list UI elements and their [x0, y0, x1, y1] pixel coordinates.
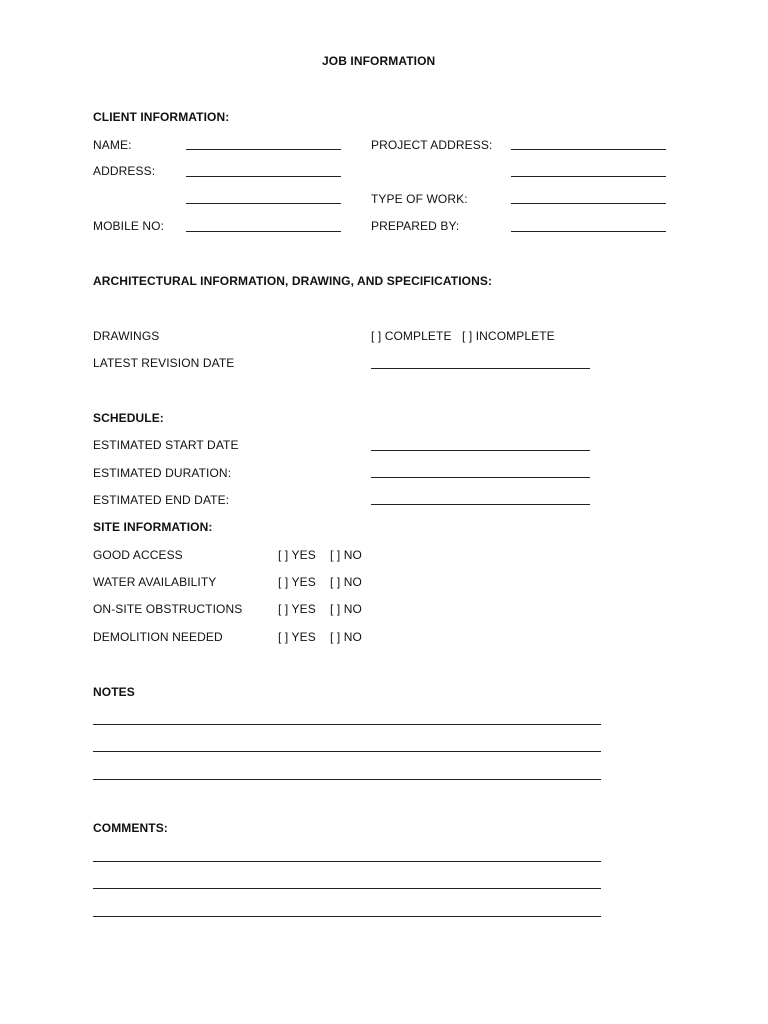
comments-line-3[interactable]	[93, 916, 601, 917]
notes-heading: NOTES	[93, 685, 135, 699]
water-availability-no-checkbox[interactable]: [ ] NO	[330, 575, 362, 589]
project-address-field-line-2[interactable]	[511, 176, 666, 177]
prepared-by-label: PREPARED BY:	[371, 219, 460, 233]
site-item-label: ON-SITE OBSTRUCTIONS	[93, 602, 243, 616]
address-field-line-2[interactable]	[186, 203, 341, 204]
notes-line-3[interactable]	[93, 779, 601, 780]
demolition-needed-no-checkbox[interactable]: [ ] NO	[330, 630, 362, 644]
comments-line-2[interactable]	[93, 888, 601, 889]
site-information-heading: SITE INFORMATION:	[93, 520, 213, 534]
on-site-obstructions-yes-checkbox[interactable]: [ ] YES	[278, 602, 316, 616]
latest-revision-date-label: LATEST REVISION DATE	[93, 356, 235, 370]
estimated-end-date-label: ESTIMATED END DATE:	[93, 493, 230, 507]
mobile-no-field-line[interactable]	[186, 231, 341, 232]
estimated-duration-label: ESTIMATED DURATION:	[93, 466, 232, 480]
estimated-start-date-field-line[interactable]	[371, 450, 590, 451]
site-item-label: GOOD ACCESS	[93, 548, 183, 562]
mobile-no-label: MOBILE NO:	[93, 219, 165, 233]
water-availability-yes-checkbox[interactable]: [ ] YES	[278, 575, 316, 589]
comments-heading: COMMENTS:	[93, 821, 168, 835]
site-item-label: DEMOLITION NEEDED	[93, 630, 223, 644]
type-of-work-field-line[interactable]	[511, 203, 666, 204]
type-of-work-label: TYPE OF WORK:	[371, 192, 468, 206]
client-information-heading: CLIENT INFORMATION:	[93, 110, 230, 124]
on-site-obstructions-no-checkbox[interactable]: [ ] NO	[330, 602, 362, 616]
project-address-label: PROJECT ADDRESS:	[371, 138, 493, 152]
schedule-heading: SCHEDULE:	[93, 411, 164, 425]
notes-line-1[interactable]	[93, 724, 601, 725]
demolition-needed-yes-checkbox[interactable]: [ ] YES	[278, 630, 316, 644]
estimated-start-date-label: ESTIMATED START DATE	[93, 438, 239, 452]
name-field-line[interactable]	[186, 149, 341, 150]
prepared-by-field-line[interactable]	[511, 231, 666, 232]
comments-line-1[interactable]	[93, 861, 601, 862]
site-item-label: WATER AVAILABILITY	[93, 575, 217, 589]
architectural-information-heading: ARCHITECTURAL INFORMATION, DRAWING, AND SPECIFICATIONS:	[93, 274, 493, 288]
address-field-line-1[interactable]	[186, 176, 341, 177]
drawings-incomplete-checkbox[interactable]: [ ] INCOMPLETE	[462, 329, 555, 343]
page-title: JOB INFORMATION	[322, 54, 436, 68]
project-address-field-line[interactable]	[511, 149, 666, 150]
notes-line-2[interactable]	[93, 751, 601, 752]
drawings-complete-checkbox[interactable]: [ ] COMPLETE	[371, 329, 452, 343]
latest-revision-date-field-line[interactable]	[371, 368, 590, 369]
drawings-label: DRAWINGS	[93, 329, 160, 343]
estimated-end-date-field-line[interactable]	[371, 504, 590, 505]
good-access-no-checkbox[interactable]: [ ] NO	[330, 548, 362, 562]
name-label: NAME:	[93, 138, 132, 152]
estimated-duration-field-line[interactable]	[371, 477, 590, 478]
address-label: ADDRESS:	[93, 164, 156, 178]
good-access-yes-checkbox[interactable]: [ ] YES	[278, 548, 316, 562]
